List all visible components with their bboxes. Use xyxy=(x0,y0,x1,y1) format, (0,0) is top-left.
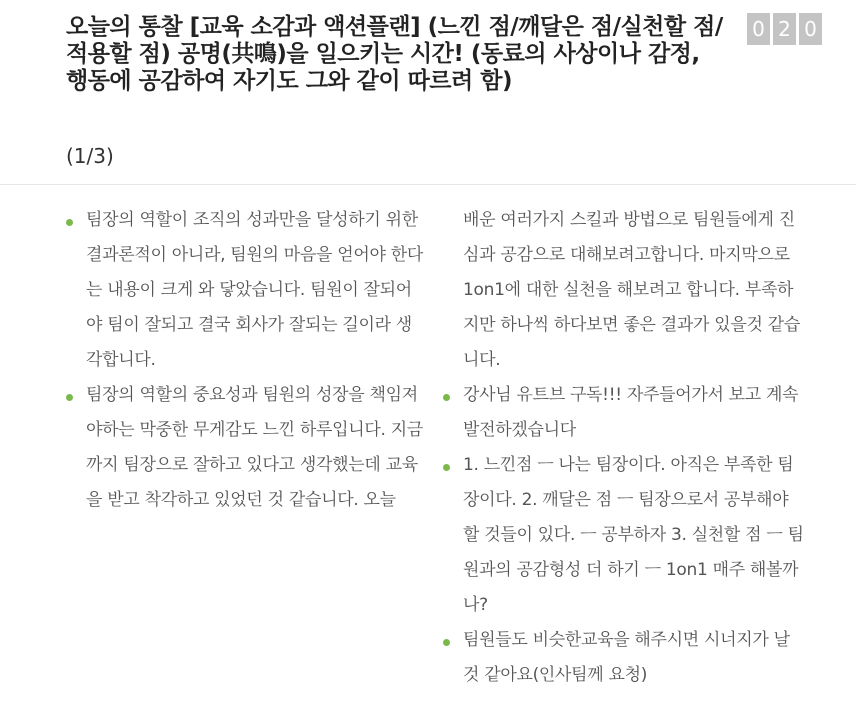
response-counter xyxy=(747,13,822,45)
counter-digit: 0 xyxy=(747,13,770,45)
bullet-dot-icon xyxy=(443,464,450,471)
response-text: 강사님 유트브 구독!!! 자주들어가서 보고 계속발전하겠습니다 xyxy=(463,385,799,440)
bullet-dot-icon xyxy=(66,394,73,401)
response-item xyxy=(443,623,805,693)
response-column-right xyxy=(443,203,805,693)
response-item-continued xyxy=(443,203,805,378)
page-indicator: (1/3) xyxy=(66,144,114,168)
response-item xyxy=(66,203,428,378)
header xyxy=(0,0,856,185)
response-text: 1. 느낀점 ㅡ 나는 팀장이다. 아직은 부족한 팀장이다. 2. 깨달은 점 ㅡ 팀장으로서 공부해야 할 것들이 있다. ㅡ 공부하자 3. 실천할 점 ㅡ 팀원과의 공감형성 더 하기 ㅡ 1on1 매주 해볼까나? xyxy=(463,455,804,615)
response-item xyxy=(443,378,805,448)
counter-digit: 2 xyxy=(773,13,796,45)
response-column-left xyxy=(66,203,428,518)
counter-digit: 0 xyxy=(799,13,822,45)
response-item xyxy=(66,378,428,518)
response-text: 배운 여러가지 스킬과 방법으로 팀원들에게 진심과 공감으로 대해보려고합니다. 마지막으로 1on1에 대한 실천을 해보려고 합니다. 부족하지만 하나씩 하다보면 좋은 결과가 있을것 같습니다. xyxy=(463,210,800,370)
bullet-dot-icon xyxy=(443,639,450,646)
response-text: 팀장의 역할이 조직의 성과만을 달성하기 위한 결과론적이 아니라, 팀원의 마음을 얻어야 한다는 내용이 크게 와 닿았습니다. 팀원이 잘되어야 팀이 잘되고 결국 회사가 잘되는 길이라 생각합니다. xyxy=(86,210,423,370)
bullet-dot-icon xyxy=(443,394,450,401)
page-title: 오늘의 통찰 [교육 소감과 액션플랜] (느낀 점/깨달은 점/실천할 점/적용할 점) 공명(共鳴)을 일으키는 시간! (동료의 사상이나 감정, 행동에 공감하여 자기도 그와 같이 따르려 함) xyxy=(66,14,723,94)
response-item xyxy=(443,448,805,623)
response-text: 팀장의 역할의 중요성과 팀원의 성장을 책임져야하는 막중한 무게감도 느낀 하루입니다. 지금까지 팀장으로 잘하고 있다고 생각했는데 교육을 받고 착각하고 있었던 것 같습니다. 오늘 xyxy=(86,385,423,510)
bullet-dot-icon xyxy=(66,219,73,226)
response-text: 팀원들도 비슷한교육을 해주시면 시너지가 날것 같아요(인사팀께 요청) xyxy=(463,630,790,685)
